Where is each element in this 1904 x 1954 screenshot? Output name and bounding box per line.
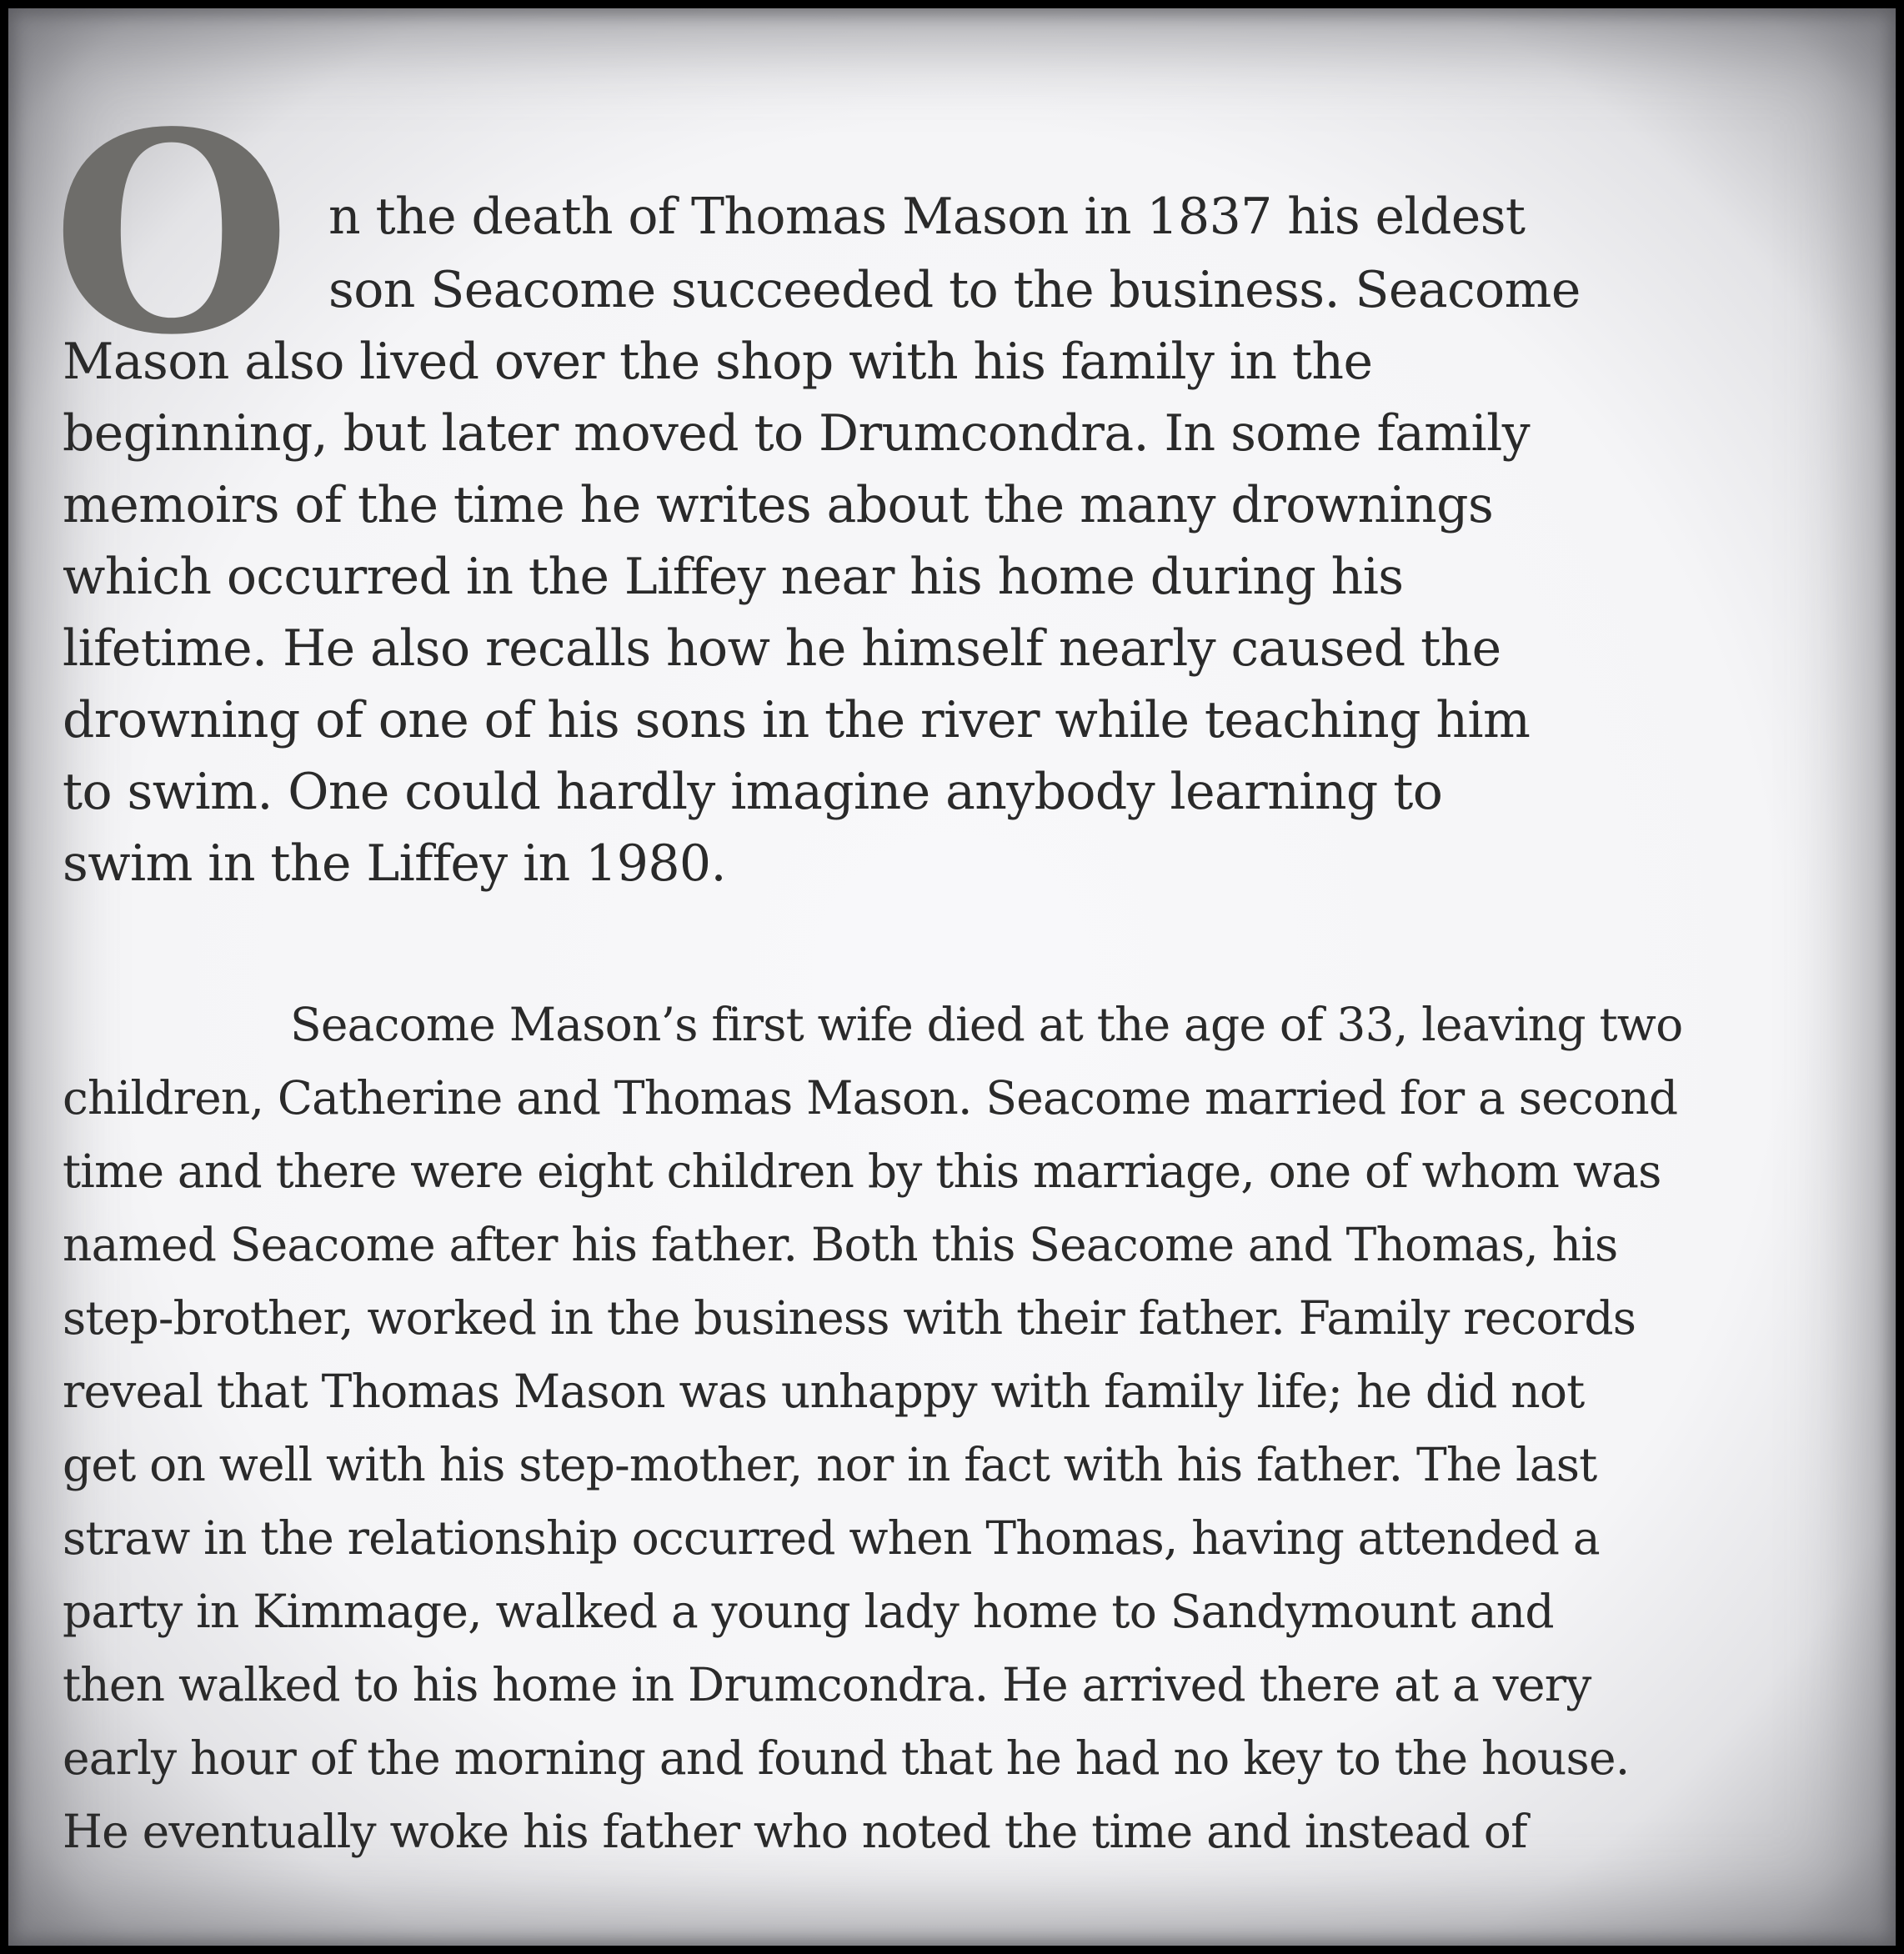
page-frame	[8, 8, 1896, 1946]
paragraph-1-line-5: memoirs of the time he writes about the many drownings	[63, 476, 1494, 534]
paragraph-1-line-1: n the death of Thomas Mason in 1837 his eldest	[328, 188, 1526, 246]
paragraph-1-line-10: swim in the Liffey in 1980.	[63, 834, 726, 893]
document-page	[8, 8, 1896, 1946]
paragraph-2-line-10: then walked to his home in Drumcondra. He arrived there at a very	[63, 1658, 1591, 1711]
paragraph-2-line-2: children, Catherine and Thomas Mason. Seacome married for a second	[63, 1071, 1678, 1125]
paragraph-1-line-9: to swim. One could hardly imagine anybody learning to	[63, 763, 1443, 821]
paragraph-1-line-6: which occurred in the Liffey near his home during his	[63, 548, 1404, 606]
paragraph-2-line-4: named Seacome after his father. Both this Seacome and Thomas, his	[63, 1218, 1618, 1271]
paragraph-2-line-1: Seacome Mason’s first wife died at the age of 33, leaving two	[290, 998, 1683, 1051]
paragraph-2-line-7: get on well with his step-mother, nor in fact with his father. The last	[63, 1438, 1597, 1491]
paragraph-2-line-8: straw in the relationship occurred when Thomas, having attended a	[63, 1511, 1600, 1565]
paragraph-2-line-6: reveal that Thomas Mason was unhappy with family life; he did not	[63, 1365, 1585, 1418]
paragraph-1-line-7: lifetime. He also recalls how he himself nearly caused the	[63, 619, 1501, 678]
paragraph-2-line-9: party in Kimmage, walked a young lady home to Sandymount and	[63, 1585, 1554, 1638]
paragraph-2-line-5: step-brother, worked in the business with their father. Family records	[63, 1291, 1636, 1345]
paragraph-2-line-3: time and there were eight children by this marriage, one of whom was	[63, 1145, 1661, 1198]
drop-cap: O	[52, 72, 287, 395]
paragraph-1-line-2: son Seacome succeeded to the business. Seacome	[328, 261, 1581, 319]
paragraph-1-line-3: Mason also lived over the shop with his family in the	[63, 333, 1373, 391]
paragraph-2-line-11: early hour of the morning and found that he had no key to the house.	[63, 1731, 1630, 1785]
paragraph-1-line-4: beginning, but later moved to Drumcondra. In some family	[63, 404, 1531, 463]
paragraph-1-line-8: drowning of one of his sons in the river while teaching him	[63, 691, 1531, 749]
paragraph-2-line-12: He eventually woke his father who noted the time and instead of	[63, 1805, 1527, 1858]
